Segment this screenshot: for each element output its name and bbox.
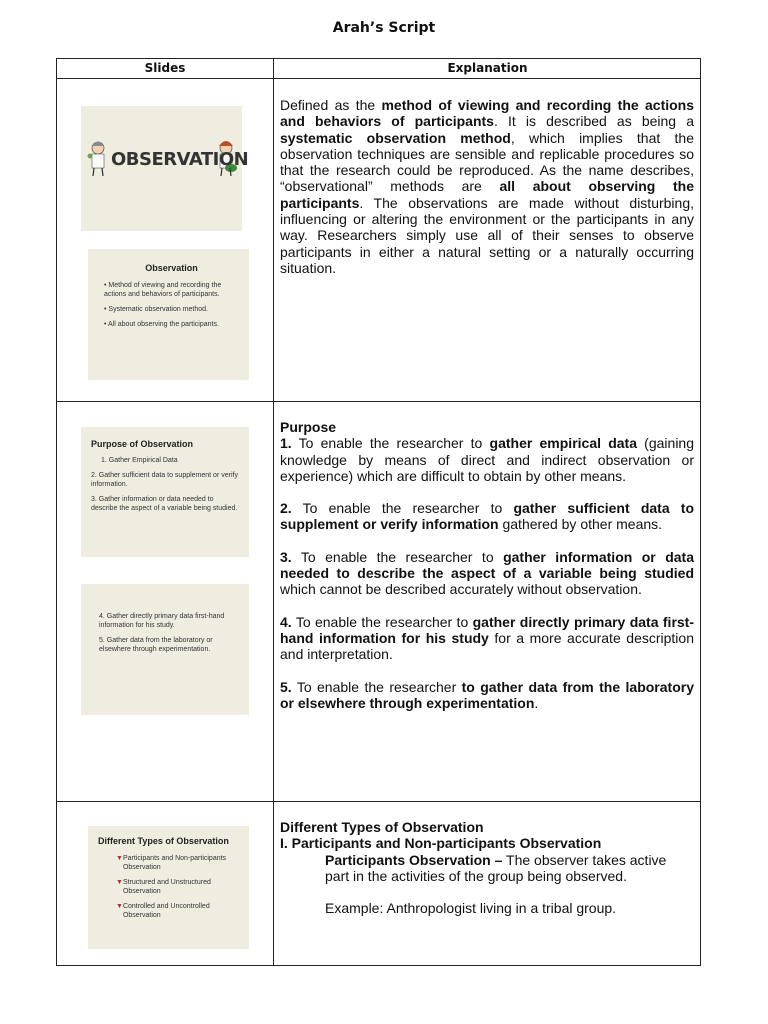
types-subheading: I. Participants and Non-participants Observation <box>280 835 602 852</box>
slide-observation-title <box>81 106 249 231</box>
slide-bullet: • Method of viewing and recording the actions and behaviors of participants. <box>104 282 222 298</box>
row-divider <box>57 78 700 79</box>
bullet-arrow-icon: ▼ <box>116 903 123 910</box>
slide-observation-bullets <box>88 249 249 380</box>
slide-item: 2. Gather sufficient data to supplement or verify information. <box>91 472 238 488</box>
slide-types <box>88 826 249 949</box>
slide-purpose-2 <box>81 584 249 715</box>
slide-item: 1. Gather Empirical Data <box>101 457 178 464</box>
bullet-arrow-icon: ▼ <box>116 855 123 862</box>
row-divider <box>57 401 700 402</box>
slide-bullet: • Systematic observation method. <box>104 306 208 313</box>
participants-observation: Participants Observation – The observer takes active part in the activities of the group being observed. <box>325 851 667 884</box>
purpose-heading: Purpose <box>280 419 337 435</box>
scientist-icon <box>88 142 105 177</box>
slide-title: Different Types of Observation <box>98 836 229 846</box>
slide-item: 3. Gather information or data needed to describe the aspect of a variable being studied. <box>91 496 238 512</box>
bullet-arrow-icon: ▼ <box>116 879 123 886</box>
purpose-item: 1. To enable the researcher to gather empirical data (gaining knowledge by means of direct and indirect observation or experience) which are difficult to obtain by other means. <box>280 435 694 484</box>
slide-item: 5. Gather data from the laboratory or elsewhere through experimentation. <box>99 637 213 653</box>
observation-title-text: OBSERVATION <box>111 149 249 170</box>
slide-item: ▼ Controlled and Uncontrolled Observation <box>116 903 210 919</box>
slides-column-header: Slides <box>144 61 186 75</box>
types-heading: Different Types of Observation <box>280 819 484 835</box>
types-section <box>280 819 694 916</box>
slide-item: ▼ Structured and Unstructured Observation <box>116 879 211 895</box>
purpose-section <box>280 419 694 711</box>
purpose-item: 5. To enable the researcher to gather data from the laboratory or elsewhere through experimentation. <box>280 678 694 711</box>
purpose-item: 2. To enable the researcher to gather sufficient data to supplement or verify information gathered by other means. <box>280 500 695 533</box>
purpose-item: 4. To enable the researcher to gather directly primary data first-hand information for his study for a more accurate description and interpretation. <box>280 613 694 663</box>
slide-item: 4. Gather directly primary data first-hand information for his study. <box>99 613 225 629</box>
example-text: Example: Anthropologist living in a tribal group. <box>325 900 617 917</box>
explanation-column-header: Explanation <box>447 61 528 75</box>
document-title: Arah’s Script <box>332 20 436 36</box>
slide-title: Purpose of Observation <box>91 439 194 449</box>
purpose-item: 3. To enable the researcher to gather information or data needed to describe the aspect of a variable being studied which cannot be described accurately without observation. <box>280 548 695 598</box>
slide-purpose-1 <box>81 427 249 557</box>
column-divider <box>273 59 274 965</box>
script-table <box>56 58 701 966</box>
slide-item: ▼ Participants and Non-participants Observation <box>116 855 227 871</box>
observation-definition: Defined as the method of viewing and recording the actions and behaviors of participants. It is described as being a systematic observation method, which implies that the observation techniques are sensible and replicable procedures so that the research could be reproduced. As the name describes, “observational” methods are all about observing the participants. The observations are made without disturbing, influencing or altering the environment or the participants in any way. Researchers simply use all of their senses to observe participants in either a natural setting or a naturally occurring situation. <box>280 97 695 276</box>
slide-title: Observation <box>145 263 198 273</box>
row-divider <box>57 801 700 802</box>
slide-bullet: • All about observing the participants. <box>104 321 219 328</box>
